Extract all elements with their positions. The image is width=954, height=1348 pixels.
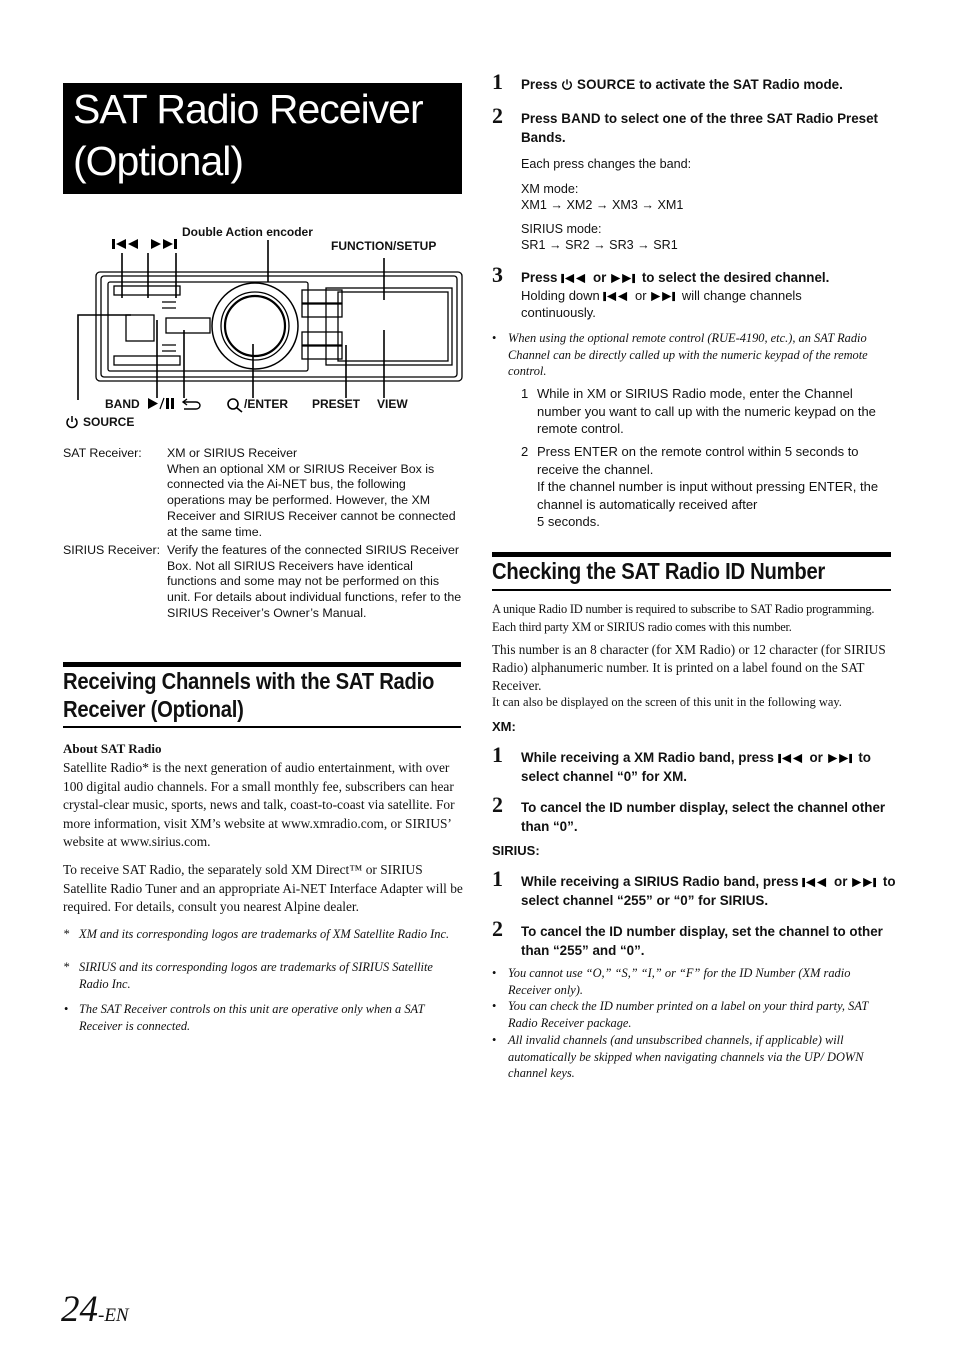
footnote-xm: * XM and its corresponding logos are trademarks of XM Satellite Radio Inc. (63, 926, 461, 943)
skip-back-icon (778, 753, 806, 764)
label-source: SOURCE (83, 415, 135, 429)
step-number: 1 (492, 69, 503, 94)
step-3-sub: Holding down or will change channels continuously. (521, 288, 802, 320)
label-view: VIEW (377, 397, 408, 411)
spec-sirius-receiver (63, 543, 462, 638)
band-each-press: Each press changes the band: (521, 157, 692, 171)
skip-forward-icon (150, 237, 180, 255)
section-rule-bottom (492, 589, 891, 591)
remote-note-text: When using the optional remote control (RUE-4190, etc.), an SAT Radio Channel can be directly called up with the numeric keypad of the remote control. (508, 331, 868, 379)
receive-body: To receive SAT Radio, the separately sold XM Direct™ or SIRIUS Satellite Radio Tuner and an appropriate Ai-NET Interface Adapter will be required. For details, consult you nearest Alpine dealer. (63, 862, 463, 914)
step-number: 1 (492, 742, 503, 767)
about-heading: About SAT Radio (63, 741, 162, 756)
play-pause-icon (147, 397, 177, 415)
section-rule-bottom (63, 726, 461, 728)
xm-step-1: While receiving a XM Radio band, press or to select channel “0” for XM. (521, 750, 871, 784)
id-paragraph-1: A unique Radio ID number is required to subscribe to SAT Radio programming. Each third party XM or SIRIUS radio comes with this number. (492, 602, 875, 634)
skip-forward-icon (851, 877, 879, 888)
section-heading-id: Checking the SAT Radio ID Number (492, 558, 826, 584)
footnote-text: SIRIUS and its corresponding logos are trademarks of SIRIUS Satellite Radio Inc. (79, 960, 433, 991)
skip-back-icon (561, 273, 589, 284)
page-number: 24-EN (61, 1289, 129, 1330)
step-number: 3 (492, 262, 503, 287)
footnote-text: XM and its corresponding logos are trademarks of XM Satellite Radio Inc. (79, 927, 450, 941)
skip-forward-icon (650, 291, 678, 302)
skip-back-icon (112, 237, 142, 255)
spec-value: Verify the features of the connected SIRIUS Receiver Box. Not all SIRIUS Receivers have identical functions and some may not be performed on this unit. For details about individual functions, refer to the SIRIUS Receiver’s Owner’s Manual. (167, 543, 462, 620)
remote-step-2: 2 Press ENTER on the remote control within 5 seconds to receive the channel. If the channel number is input without pressing ENTER, the channel is automatically received after 5 seconds. (521, 444, 879, 530)
label-enter: /ENTER (244, 397, 289, 411)
power-icon (65, 415, 79, 434)
sirius-step-2: To cancel the ID number display, set the channel to other than “255” and “0”. (521, 924, 883, 958)
skip-forward-icon (610, 273, 638, 284)
step-number: 1 (492, 866, 503, 891)
sirius-label: SIRIUS: (492, 843, 540, 858)
label-function-setup: FUNCTION/SETUP (331, 239, 437, 253)
label-band: BAND (105, 397, 140, 411)
title-line-2: (Optional) (73, 138, 244, 184)
search-icon (226, 397, 244, 418)
skip-back-icon (802, 877, 830, 888)
sirius-mode-label: SIRIUS mode: (521, 222, 602, 236)
step-1-text: Press SOURCE to activate the SAT Radio mode. (521, 77, 843, 92)
id-note-1: • You cannot use “O,” “S,” “I,” or “F” for the ID Number (XM radio Receiver only). (492, 966, 851, 997)
xm-mode-sequence: XM1 → XM2 → XM3 → XM1 (521, 198, 684, 212)
remote-step-1: 1 While in XM or SIRIUS Radio mode, enter the Channel number you want to call up with the numeric keypad on the remote control. (521, 386, 876, 437)
spec-sat-receiver (63, 446, 462, 541)
heading-line-2: Receiver (Optional) (63, 696, 244, 722)
xm-mode-label: XM mode: (521, 182, 579, 196)
section-heading-receiving (63, 667, 461, 723)
id-note-3: • All invalid channels (and unsubscribed channels, if applicable) will automatically be skipped when navigating channels via the UP/ DOWN channel keys. (492, 1033, 864, 1081)
note-text: The SAT Receiver controls on this unit are operative only when a SAT Receiver is connected. (79, 1002, 425, 1033)
id-note-2: • You can check the ID number printed on a label on your third party, SAT Radio Receiver package. (492, 999, 869, 1030)
sirius-mode-sequence: SR1 → SR2 → SR3 → SR1 (521, 238, 678, 252)
id-paragraph-3: It can also be displayed on the screen of this unit in the following way. (492, 695, 842, 709)
skip-back-icon (603, 291, 631, 302)
note-sat-controls: • The SAT Receiver controls on this unit are operative only when a SAT Receiver is connected. (63, 1001, 461, 1034)
step-3-text: Press or to select the desired channel. (521, 270, 830, 285)
title-line-1: SAT Radio Receiver (73, 86, 423, 132)
label-double-action-encoder: Double Action encoder (182, 225, 313, 239)
page-title (63, 83, 462, 194)
label-preset: PRESET (312, 397, 361, 411)
step-number: 2 (492, 792, 503, 817)
spec-key: SAT Receiver: (63, 446, 142, 460)
sirius-step-1: While receiving a SIRIUS Radio band, press or to select channel “255” or “0” for SIRIUS. (521, 874, 896, 908)
step-number: 2 (492, 916, 503, 941)
id-paragraph-2: This number is an 8 character (for XM Radio) or 12 character (for SIRIUS Radio) alphanumeric number. It is printed on a label found on the SAT Receiver. (492, 642, 886, 693)
step-2-text: Press BAND to select one of the three SAT Radio Preset Bands. (521, 111, 879, 145)
heading-line-1: Receiving Channels with the SAT Radio (63, 668, 435, 694)
footnote-sirius: * SIRIUS and its corresponding logos are trademarks of SIRIUS Satellite Radio Inc. (63, 959, 461, 992)
power-icon (561, 78, 573, 91)
xm-step-2: To cancel the ID number display, select the channel other than “0”. (521, 800, 886, 834)
about-body: Satellite Radio* is the next generation of audio entertainment, with over 100 digital audio channels. For a small monthly fee, subscribers can hear crystal-clear music, sports, news and talk, coast-to-coast via satellite. For more information, visit XM’s website at www.xmradio.com, or SIRIUS’ website at www.sirius.com. (63, 760, 455, 849)
unit-diagram (56, 220, 466, 435)
step-number: 2 (492, 103, 503, 128)
spec-value: XM or SIRIUS Receiver When an optional XM or SIRIUS Receiver Box is connected via the Ai-NET bus, the following operations may be performed. However, the XM Receiver and SIRIUS Receiver cannot be connected at the same time. (167, 446, 456, 539)
xm-label: XM: (492, 719, 516, 734)
spec-key: SIRIUS Receiver: (63, 543, 161, 557)
return-icon (181, 397, 203, 415)
skip-forward-icon (827, 753, 855, 764)
remote-control-note: • When using the optional remote control (RUE-4190, etc.), an SAT Radio Channel can be directly called up with the numeric keypad of the remote control. (492, 330, 892, 380)
